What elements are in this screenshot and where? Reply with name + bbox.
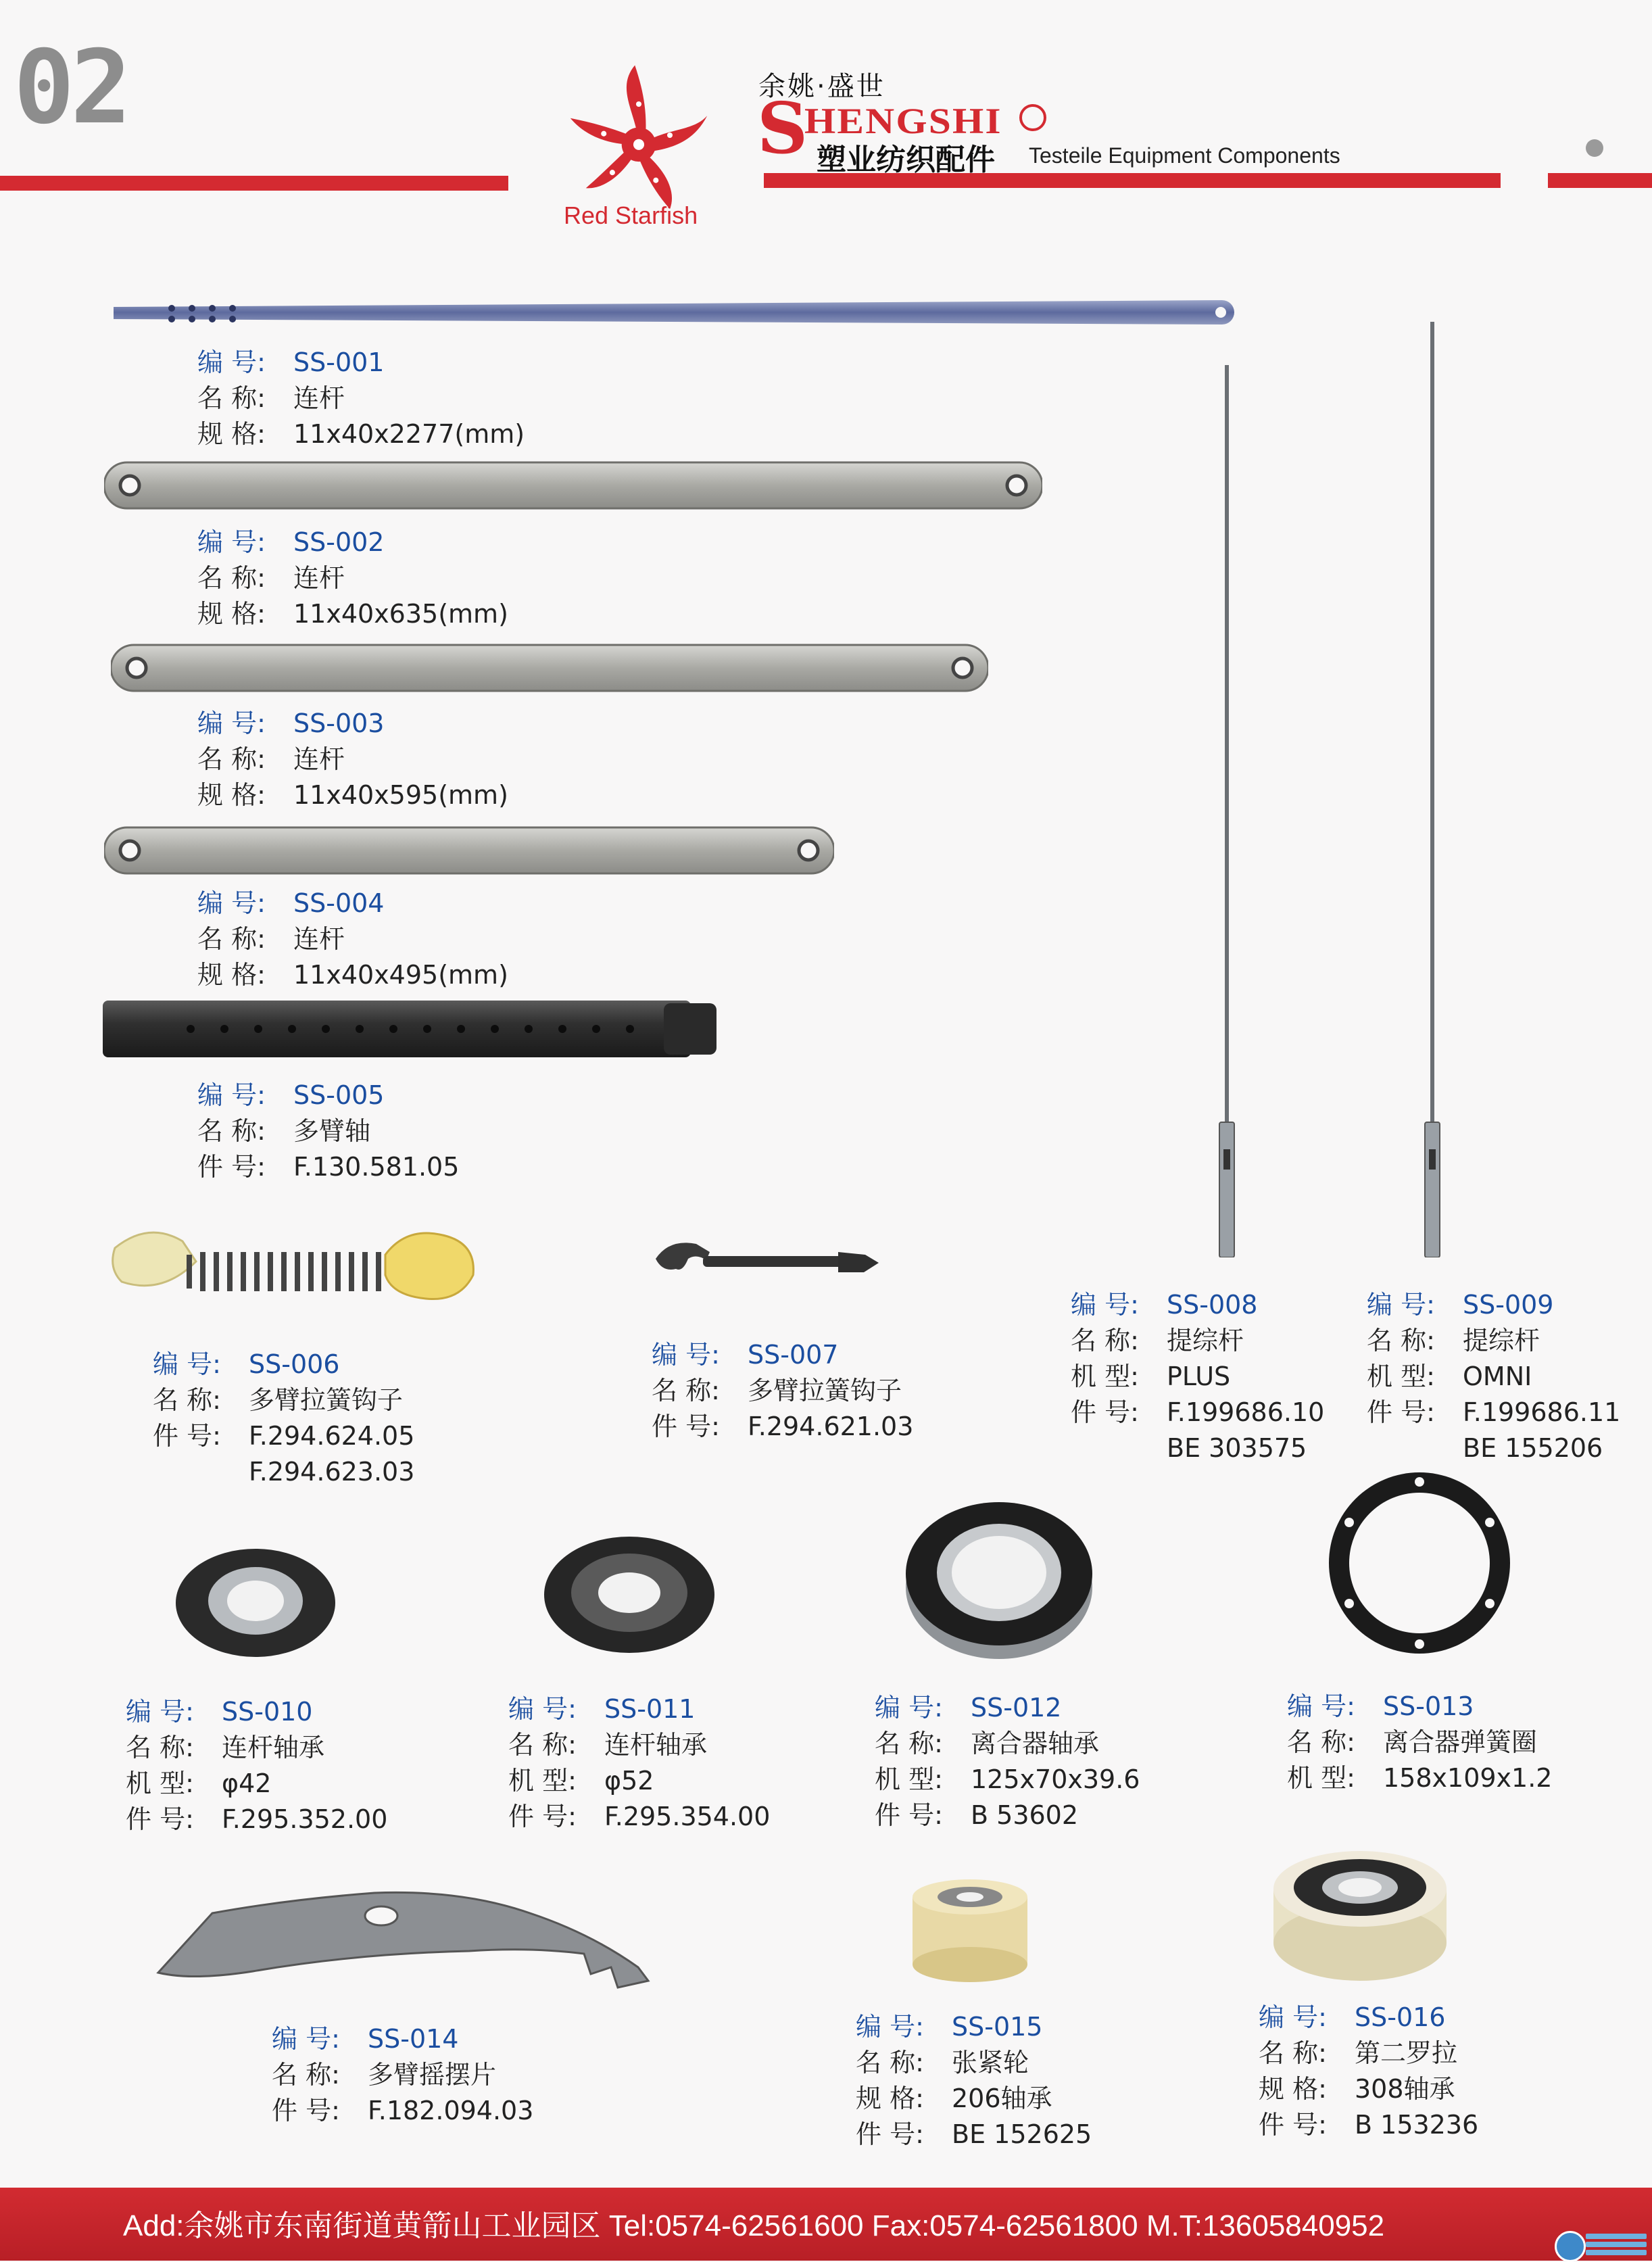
name-label: 名 称: [197,924,266,954]
part-label: 件 号: [126,1804,194,1834]
name-value: 多臂拉簧钩子 [249,1385,404,1415]
model-value: φ42 [222,1768,272,1798]
code-label: 编 号: [197,527,266,557]
part-value: F.295.352.00 [222,1804,388,1834]
code-label: 编 号: [197,347,266,377]
code-label: 编 号: [1071,1290,1139,1320]
name-value: 离合器轴承 [971,1729,1100,1758]
product-code: SS-015 [952,2012,1043,2042]
product-ss-011 [508,1691,770,1835]
part-label: 件 号: [153,1421,221,1451]
code-label: 编 号: [197,1080,266,1110]
brand-chinese-top: 余姚·盛世 [758,71,885,102]
product-ss-005 [197,1078,459,1185]
footer-watermark-text-icon [1586,2231,1647,2255]
model-label: 机 型: [508,1766,577,1796]
part-label: 件 号: [875,1800,943,1830]
part-label: 件 号: [1259,2110,1327,2140]
ss-001-link-rod-image [114,295,1241,330]
part-value-extra: BE 303575 [1167,1433,1307,1463]
spec-label: 规 格: [197,960,266,990]
spec-label: 规 格: [197,419,266,449]
product-ss-007 [652,1337,913,1445]
product-ss-001 [197,345,525,452]
part-label: 件 号: [1071,1397,1139,1427]
product-code: SS-007 [748,1340,839,1370]
part-label: 件 号: [272,2096,340,2125]
model-value: PLUS [1167,1362,1231,1391]
code-label: 编 号: [856,2012,924,2042]
name-label: 名 称: [197,744,266,774]
name-label: 名 称: [197,1116,266,1146]
product-ss-016 [1259,2000,1478,2143]
name-value: 连杆轴承 [222,1733,325,1762]
ss-006-spring-hook-image [108,1221,480,1310]
product-code: SS-016 [1355,2002,1446,2032]
code-label: 编 号: [1367,1290,1435,1320]
product-ss-013 [1287,1689,1552,1796]
header-red-bar-left [0,176,508,191]
product-ss-009 [1367,1287,1620,1466]
name-label: 名 称: [875,1729,943,1758]
code-label: 编 号: [126,1697,194,1727]
spec-value: 11x40x635(mm) [293,599,508,629]
part-label: 件 号: [652,1412,720,1441]
model-value: 125x70x39.6 [971,1764,1140,1794]
ss-004-link-bar-image [104,825,834,876]
product-code: SS-006 [249,1349,340,1379]
part-value-extra: BE 155206 [1463,1433,1603,1463]
product-ss-006 [153,1347,414,1490]
name-label: 名 称: [856,2048,924,2077]
spec-label: 规 格: [197,780,266,810]
footer-watermark-logo-icon [1555,2231,1586,2262]
name-label: 名 称: [652,1376,720,1405]
brand-initial: S [757,87,808,170]
page-number: 02 [14,29,128,147]
brand-name: HENGSHI [804,101,1002,141]
code-label: 编 号: [508,1694,577,1724]
header-red-bar-right [1548,173,1652,188]
code-label: 编 号: [875,1693,943,1723]
name-value: 连杆轴承 [604,1730,708,1760]
name-label: 名 称: [272,2060,340,2090]
product-code: SS-013 [1383,1691,1474,1721]
product-code: SS-010 [222,1697,313,1727]
name-label: 名 称: [153,1385,221,1415]
name-value: 第二罗拉 [1355,2038,1458,2068]
product-ss-003 [197,706,508,813]
brand-chinese: 塑业纺织配件 [817,143,995,177]
model-label: 机 型: [1287,1763,1355,1793]
part-value: F.294.624.05 [249,1421,415,1451]
name-value: 多臂轴 [293,1116,371,1146]
code-label: 编 号: [1287,1691,1355,1721]
model-value: φ52 [604,1766,654,1796]
name-label: 名 称: [1287,1727,1355,1757]
ss-005-dobby-shaft-image [103,994,718,1063]
model-label: 机 型: [875,1764,943,1794]
brand-tagline: Testeile Equipment Components [1029,143,1340,168]
ss-012-bearing-image [903,1493,1095,1662]
spec-value: 11x40x595(mm) [293,780,508,810]
code-label: 编 号: [197,708,266,738]
part-value: B 53602 [971,1800,1079,1830]
name-label: 名 称: [1259,2038,1327,2068]
spec-label: 规 格: [856,2084,924,2113]
ss-011-bearing-image [542,1535,716,1655]
part-label: 件 号: [197,1152,266,1182]
name-label: 名 称: [1367,1326,1435,1355]
spec-label: 规 格: [197,599,266,629]
model-label: 机 型: [126,1768,194,1798]
part-value: F.294.621.03 [748,1412,914,1441]
name-value: 多臂摇摆片 [368,2060,497,2090]
model-value: OMNI [1463,1362,1532,1391]
part-value: F.199686.11 [1463,1397,1621,1427]
name-label: 名 称: [1071,1326,1139,1355]
product-code: SS-009 [1463,1290,1554,1320]
product-code: SS-003 [293,708,385,738]
part-value: F.182.094.03 [368,2096,534,2125]
name-value: 多臂拉簧钩子 [748,1376,902,1405]
product-code: SS-008 [1167,1290,1258,1320]
code-label: 编 号: [272,2024,340,2054]
product-code: SS-014 [368,2024,459,2054]
product-ss-012 [875,1690,1140,1833]
name-label: 名 称: [197,383,266,413]
product-code: SS-001 [293,347,385,377]
product-ss-008 [1071,1287,1324,1466]
ss-014-rocking-plate-image [151,1886,654,1990]
product-code: SS-002 [293,527,385,557]
part-value: F.199686.10 [1167,1397,1325,1427]
ss-016-roller-image [1269,1848,1451,1983]
name-label: 名 称: [508,1730,577,1760]
product-code: SS-004 [293,888,385,918]
product-code: SS-012 [971,1693,1062,1723]
part-value: B 153236 [1355,2110,1479,2140]
part-value: BE 152625 [952,2119,1092,2149]
red-starfish-logo-icon [561,57,716,213]
spec-value: 206轴承 [952,2084,1052,2113]
name-value: 张紧轮 [952,2048,1029,2077]
product-ss-004 [197,886,508,993]
name-label: 名 称: [126,1733,194,1762]
brand-english: Red Starfish [564,201,698,229]
ss-015-tension-wheel-image [906,1877,1034,1985]
product-ss-010 [126,1694,387,1837]
code-label: 编 号: [652,1340,720,1370]
name-label: 名 称: [197,563,266,593]
part-value-extra: F.294.623.03 [249,1457,415,1487]
brand-mark-icon [1019,104,1046,131]
footer-contact: Add:余姚市东南街道黄箭山工业园区 Tel:0574-62561600 Fax:0574-62561800 M.T:13605840952 [123,2209,1385,2242]
name-value: 连杆 [293,924,345,954]
code-label: 编 号: [197,888,266,918]
model-label: 机 型: [1367,1362,1435,1391]
ss-003-link-bar-image [111,642,988,694]
part-value: F.295.354.00 [604,1802,771,1831]
code-label: 编 号: [1259,2002,1327,2032]
model-value: 158x109x1.2 [1383,1763,1553,1793]
model-label: 机 型: [1071,1362,1139,1391]
name-value: 连杆 [293,744,345,774]
ss-007-hook-image [649,1232,885,1293]
spec-value: 11x40x2277(mm) [293,419,525,449]
name-value: 连杆 [293,383,345,413]
product-code: SS-011 [604,1694,696,1724]
product-code: SS-005 [293,1080,385,1110]
product-ss-015 [856,2009,1092,2152]
name-value: 提综杆 [1463,1326,1540,1355]
part-label: 件 号: [856,2119,924,2149]
product-ss-002 [197,525,508,632]
ss-002-link-bar-image [104,460,1042,511]
name-value: 离合器弹簧圈 [1383,1727,1538,1757]
code-label: 编 号: [153,1349,221,1379]
part-value: F.130.581.05 [293,1152,460,1182]
spec-label: 规 格: [1259,2074,1327,2104]
spec-value: 308轴承 [1355,2074,1455,2104]
name-value: 提综杆 [1167,1326,1244,1355]
ss-010-bearing-image [173,1547,338,1659]
spec-value: 11x40x495(mm) [293,960,508,990]
part-label: 件 号: [508,1802,577,1831]
name-value: 连杆 [293,563,345,593]
ss-013-spring-ring-image [1325,1468,1514,1658]
ss-009-heald-rod-image [1415,322,1449,1257]
corner-mark-icon [1586,139,1603,157]
part-label: 件 号: [1367,1397,1435,1427]
ss-008-heald-rod-image [1210,365,1244,1257]
product-ss-014 [272,2021,533,2129]
